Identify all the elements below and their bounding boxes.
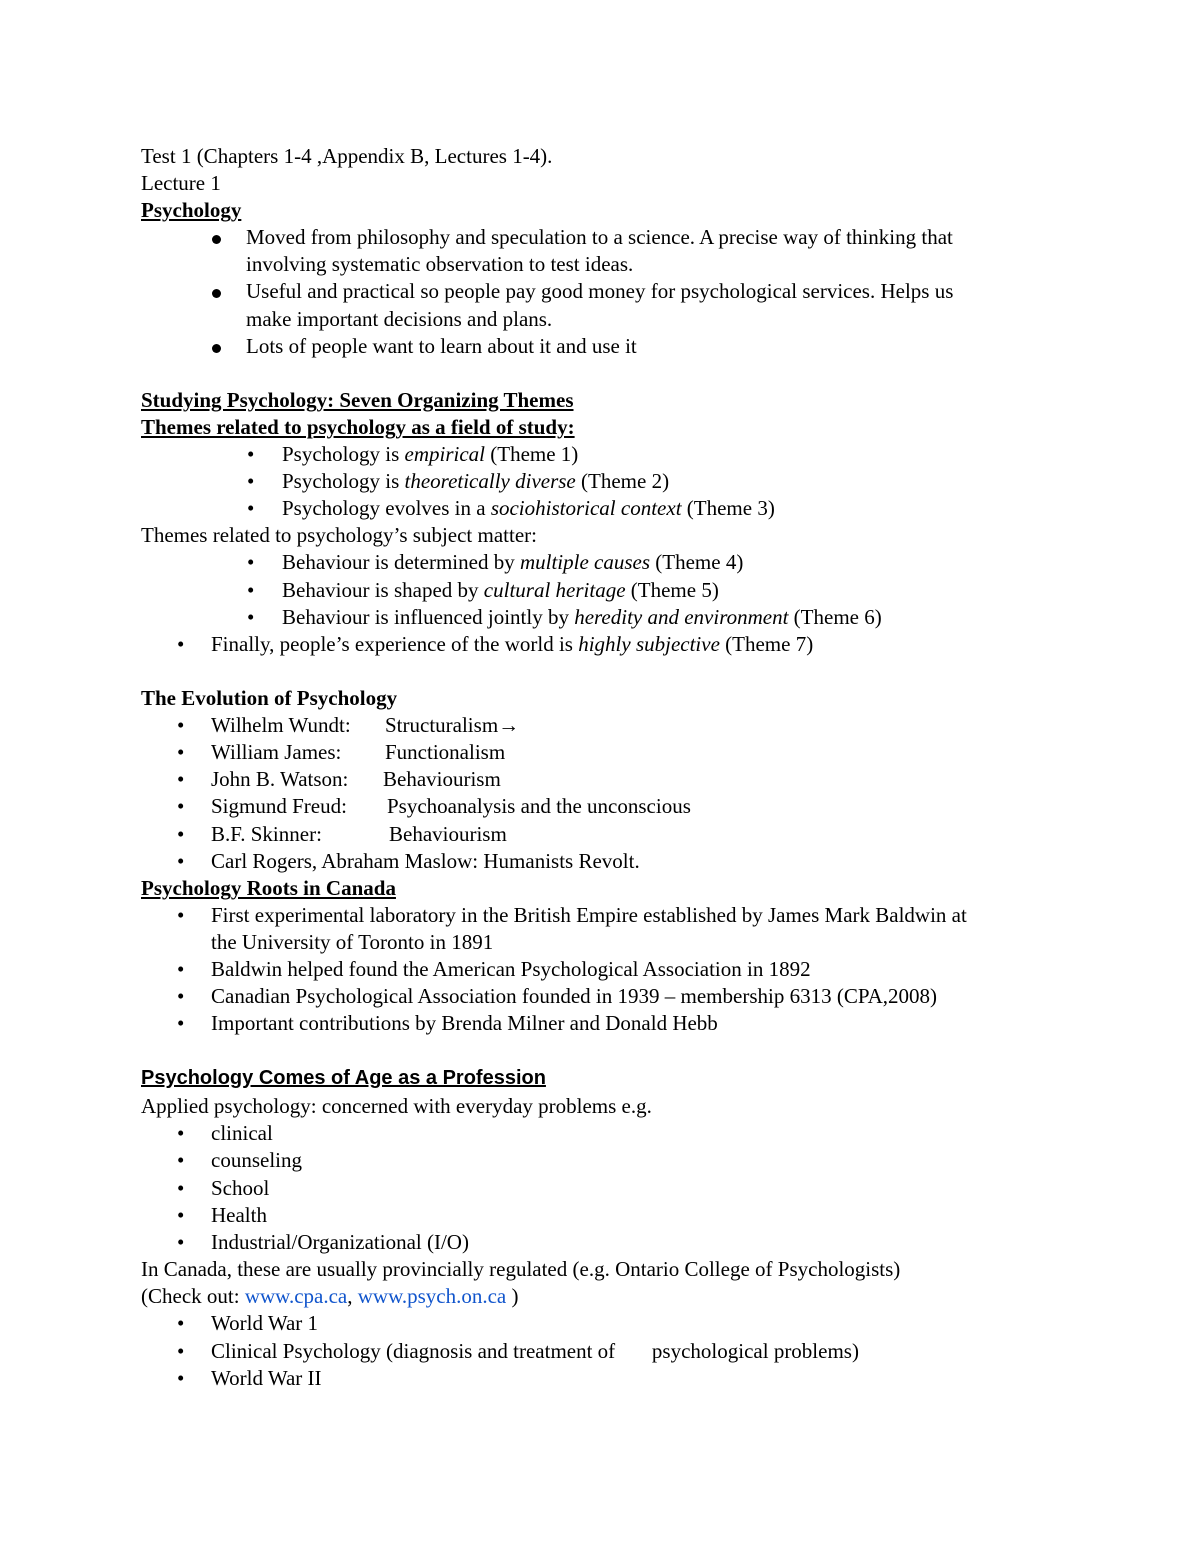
list-item: Baldwin helped found the American Psychological Association in 1892 [211,957,811,981]
theme-item: Behaviour is shaped by cultural heritage (Theme 5) [282,578,719,602]
bullet-char: • [247,605,255,629]
theme-item: Psychology evolves in a sociohistorical context (Theme 3) [282,496,775,520]
lecture-label: Lecture 1 [141,171,221,195]
document-title: Test 1 (Chapters 1-4 ,Appendix B, Lectures 1-4). [141,144,553,168]
bullet-char: • [177,1176,185,1200]
evolution-name: B.F. Skinner: [211,822,322,846]
bullet-char: • [177,794,185,818]
evolution-last: Carl Rogers, Abraham Maslow: Humanists Revolt. [211,849,640,873]
bullet-char: • [177,957,185,981]
bullet-char: • [177,849,185,873]
list-item: World War 1 [211,1311,319,1335]
bullet-char: • [177,1148,185,1172]
list-item: Clinical Psychology (diagnosis and treatment of psychological problems) [211,1339,859,1363]
list-item: First experimental laboratory in the British Empire established by James Mark Baldwin at [211,903,967,927]
bullet-char: • [247,550,255,574]
evolution-name: John B. Watson: [211,767,349,791]
themes-heading: Studying Psychology: Seven Organizing Themes [141,388,574,412]
list-item: involving systematic observation to test ideas. [246,252,634,276]
theme-item: Psychology is theoretically diverse (Theme 2) [282,469,670,493]
bullet-char: • [247,496,255,520]
list-item: Health [211,1203,267,1227]
list-item: World War II [211,1366,322,1390]
cpa-link[interactable]: www.cpa.ca [244,1284,348,1308]
bullet-char: • [247,442,255,466]
bullet-char: • [177,1339,185,1363]
list-item: Important contributions by Brenda Milner and Donald Hebb [211,1011,718,1035]
bullet-char: • [177,984,185,1008]
profession-heading: Psychology Comes of Age as a Profession [141,1067,546,1089]
bullet-char: • [177,1366,185,1390]
evolution-school: Behaviourism [389,822,507,846]
bullet-char: • [177,1121,185,1145]
theme-item: Behaviour is influenced jointly by heredity and environment (Theme 6) [282,605,882,629]
list-item: Moved from philosophy and speculation to a science. A precise way of thinking that [246,225,953,249]
evolution-school: Structuralism→ [385,713,520,737]
psych-on-link[interactable]: www.psych.on.ca [357,1284,507,1308]
bullet-char: • [177,1311,185,1335]
list-item: Industrial/Organizational (I/O) [211,1230,469,1254]
applied-psychology-text: Applied psychology: concerned with everyday problems e.g. [141,1094,652,1118]
bullet-char: • [177,767,185,791]
bullet-char: • [247,469,255,493]
bullet-char: • [177,1011,185,1035]
list-item: Useful and practical so people pay good money for psychological services. Helps us [246,279,954,303]
list-item: the University of Toronto in 1891 [211,930,494,954]
evolution-school: Behaviourism [383,767,501,791]
bullet-char: • [177,632,185,656]
themes-subheading: Themes related to psychology as a field of study: [141,415,575,439]
list-item: clinical [211,1121,273,1145]
bullet-char: • [177,822,185,846]
bullet-char: • [177,903,185,927]
evolution-name: Sigmund Freud: [211,794,347,818]
check-out-line: (Check out: www.cpa.ca, www.psych.on.ca ) [141,1284,519,1308]
regulated-text: In Canada, these are usually provincially regulated (e.g. Ontario College of Psychologists) [141,1257,901,1281]
theme-item: Behaviour is determined by multiple causes (Theme 4) [282,550,744,574]
evolution-name: William James: [211,740,342,764]
bullet-char: • [177,1203,185,1227]
bullet-char: • [177,740,185,764]
evolution-school: Functionalism [385,740,506,764]
list-item: Lots of people want to learn about it and use it [246,334,637,358]
canada-heading: Psychology Roots in Canada [141,876,396,900]
bullet-char: • [177,1230,185,1254]
list-item: Canadian Psychological Association founded in 1939 – membership 6313 (CPA,2008) [211,984,937,1008]
theme-item: Psychology is empirical (Theme 1) [282,442,579,466]
evolution-heading: The Evolution of Psychology [141,686,398,710]
list-item: counseling [211,1148,302,1172]
list-item: make important decisions and plans. [246,307,553,331]
bullet-dot [212,224,221,251]
theme-item: Finally, people’s experience of the world is highly subjective (Theme 7) [211,632,814,656]
evolution-school: Psychoanalysis and the unconscious [387,794,691,818]
bullet-dot [212,333,221,360]
psychology-heading: Psychology [141,198,242,222]
bullet-char: • [177,713,185,737]
list-item: School [211,1176,270,1200]
evolution-name: Wilhelm Wundt: [211,713,351,737]
themes-subject-label: Themes related to psychology’s subject matter: [141,523,537,547]
bullet-char: • [247,578,255,602]
bullet-dot [212,278,221,305]
